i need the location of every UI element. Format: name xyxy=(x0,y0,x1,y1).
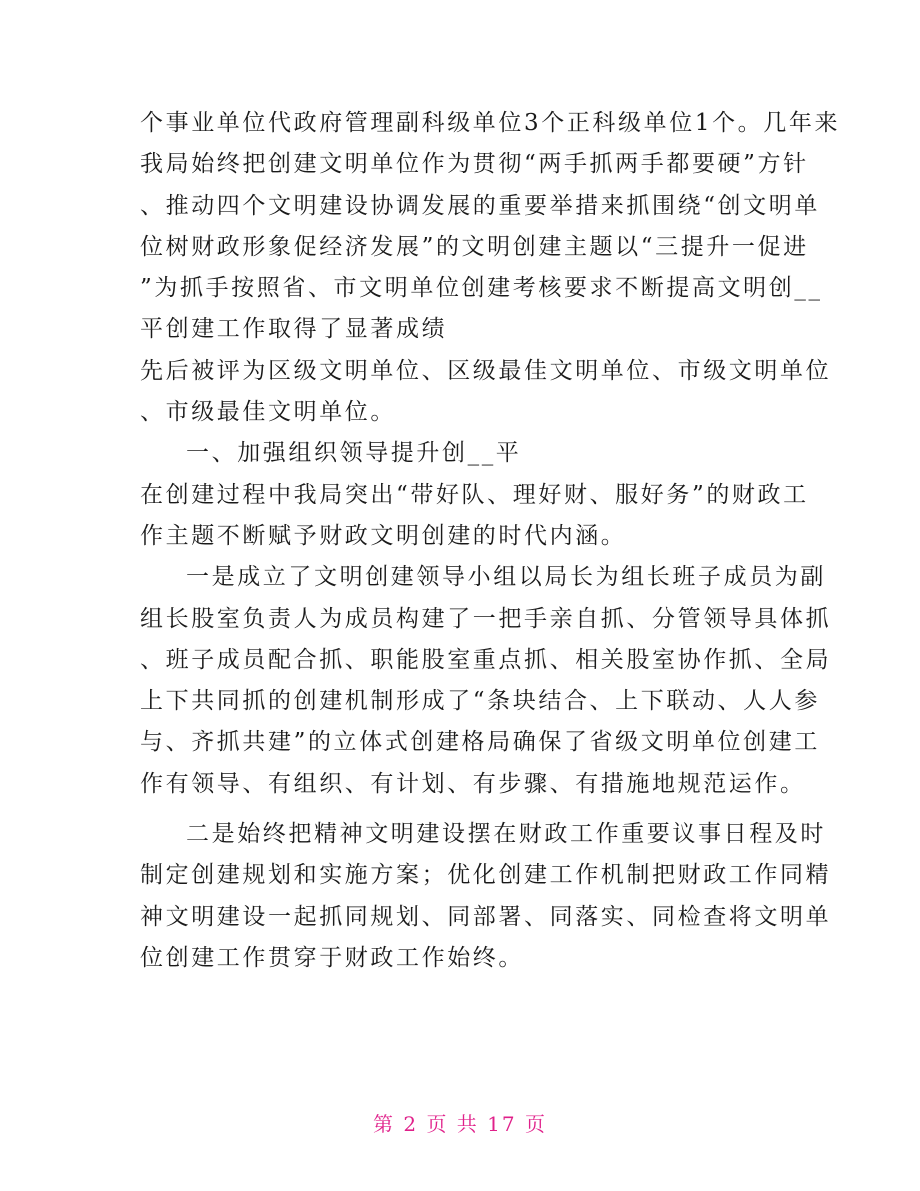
section-heading: 一、加强组织领导提升创__平 xyxy=(186,440,522,467)
text-line: 与、齐抓共建”的立体式创建格局确保了省级文明单位创建工 xyxy=(140,729,820,756)
text-line: 、市级最佳文明单位。 xyxy=(140,399,396,426)
text-line: 先后被评为区级文明单位、区级最佳文明单位、市级文明单位 xyxy=(140,357,832,384)
text-line: 平创建工作取得了显著成绩 xyxy=(140,316,448,343)
text-line: 作有领导、有组织、有计划、有步骤、有措施地规范运作。 xyxy=(140,770,806,797)
text-line: ”为抓手按照省、市文明单位创建考核要求不断提高文明创__ xyxy=(140,275,823,302)
text-line: 个事业单位代政府管理副科级单位3个正科级单位1个。几年来 xyxy=(140,110,841,136)
paragraph-start-line: 二是始终把精神文明建设摆在财政工作重要议事日程及时 xyxy=(186,821,826,848)
text-line: 制定创建规划和实施方案；优化创建工作机制把财政工作同精 xyxy=(140,862,832,889)
text-line: 在创建过程中我局突出“带好队、理好财、服好务”的财政工 xyxy=(140,481,809,508)
text-line: 组长股室负责人为成员构建了一把手亲自抓、分管领导具体抓 xyxy=(140,605,832,632)
text-line: 位树财政形象促经济发展”的文明创建主题以“三提升一促进 xyxy=(140,233,809,260)
text-line: 上下共同抓的创建机制形成了“条块结合、上下联动、人人参 xyxy=(140,688,820,715)
document-body xyxy=(140,103,841,979)
text-line: 位创建工作贯穿于财政工作始终。 xyxy=(140,944,524,971)
text-line: 我局始终把创建文明单位作为贯彻“两手抓两手都要硬”方针 xyxy=(140,151,809,178)
text-line: 神文明建设一起抓同规划、同部署、同落实、同检查将文明单 xyxy=(140,903,832,930)
page-number-footer: 第 2 页 共 17 页 xyxy=(373,1112,547,1136)
text-line: 作主题不断赋予财政文明创建的时代内涵。 xyxy=(140,522,627,549)
paragraph-start-line: 一是成立了文明创建领导小组以局长为组长班子成员为副 xyxy=(186,564,826,591)
paragraph-gap xyxy=(140,805,790,814)
text-line: 、推动四个文明建设协调发展的重要举措来抓围绕“创文明单 xyxy=(140,192,820,219)
text-line: 、班子成员配合抓、职能股室重点抓、相关股室协作抓、全局 xyxy=(140,646,832,673)
